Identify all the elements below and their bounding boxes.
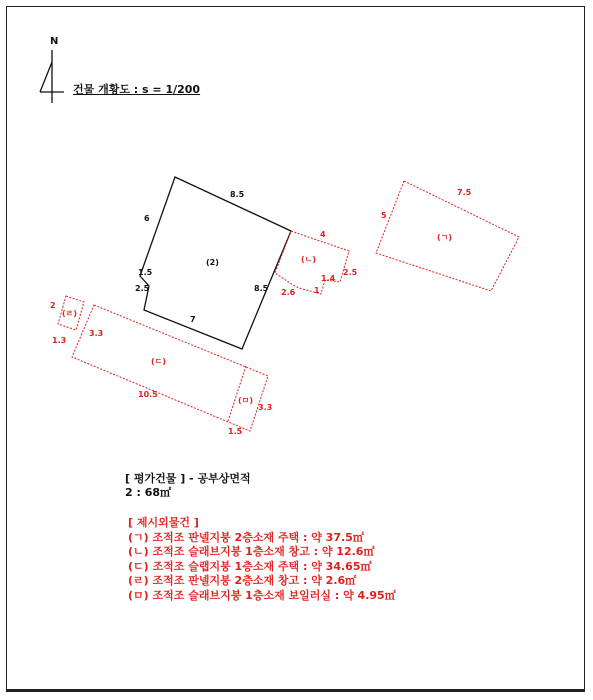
north-arrow-icon [40, 50, 64, 103]
annex-ma-divider [228, 366, 246, 421]
annex-ma-label: (ㅁ) [238, 396, 254, 405]
dim-na-step2: 1 [314, 286, 320, 295]
dim-main-bottom: 7 [190, 315, 196, 324]
legend-heading: [ 평가건물 ] - 공부상면적 [125, 472, 251, 485]
annex-ra-label: (ㄹ) [62, 309, 78, 318]
scale-title: 건물 개황도 : s = 1/200 [73, 83, 201, 96]
note-item-ra: (ㄹ) 조적조 판넬지붕 2층소재 창고 : 약 2.6㎡ [128, 574, 357, 588]
annex-ga-label: (ㄱ) [437, 233, 453, 242]
note-item-ma: (ㅁ) 조적조 슬래브지붕 1층소재 보일러실 : 약 4.95㎡ [128, 588, 396, 602]
north-label: N [50, 36, 59, 47]
annex-da-label: (ㄷ) [151, 357, 167, 366]
dim-main-right: 8.5 [254, 284, 269, 293]
dim-na-top: 4 [320, 230, 326, 239]
annex-da-outline [72, 305, 268, 431]
note-item-ga: (ㄱ) 조적조 판넬지붕 2층소재 주택 : 약 37.5㎡ [128, 530, 364, 544]
notes-heading: [ 제시외물건 ] [128, 516, 199, 529]
note-item-na: (ㄴ) 조적조 슬래브지붕 1층소재 창고 : 약 12.6㎡ [128, 545, 375, 559]
dim-na-bottom: 2.6 [281, 288, 296, 297]
dim-ma-right: 3.3 [258, 403, 273, 412]
dim-da-bottom: 10.5 [138, 390, 158, 399]
annex-na-label: (ㄴ) [301, 255, 317, 264]
dim-na-step: 1.4 [321, 274, 336, 283]
main-building-label: (2) [206, 258, 219, 267]
dim-ga-top: 7.5 [457, 188, 472, 197]
dim-main-left-lower: 2.5 [135, 284, 150, 293]
dim-main-left-upper: 6 [144, 214, 150, 223]
note-item-da: (ㄷ) 조적조 슬랩지붕 1층소재 주택 : 약 34.65㎡ [128, 559, 372, 573]
legend-entry: 2 : 68㎡ [125, 486, 172, 499]
dim-ra-left: 2 [50, 301, 56, 310]
dim-ga-left: 5 [381, 211, 387, 220]
dim-ra-bottom: 1.3 [52, 336, 67, 345]
extra-objects-list [128, 516, 396, 604]
dim-na-right: 2.5 [343, 268, 358, 277]
dim-main-top: 8.5 [230, 190, 245, 199]
evaluated-building-legend [125, 472, 251, 500]
dim-da-left: 3.3 [89, 329, 104, 338]
dim-ma-bottom: 1.5 [228, 427, 243, 436]
dim-main-notch: 1.5 [138, 268, 153, 277]
